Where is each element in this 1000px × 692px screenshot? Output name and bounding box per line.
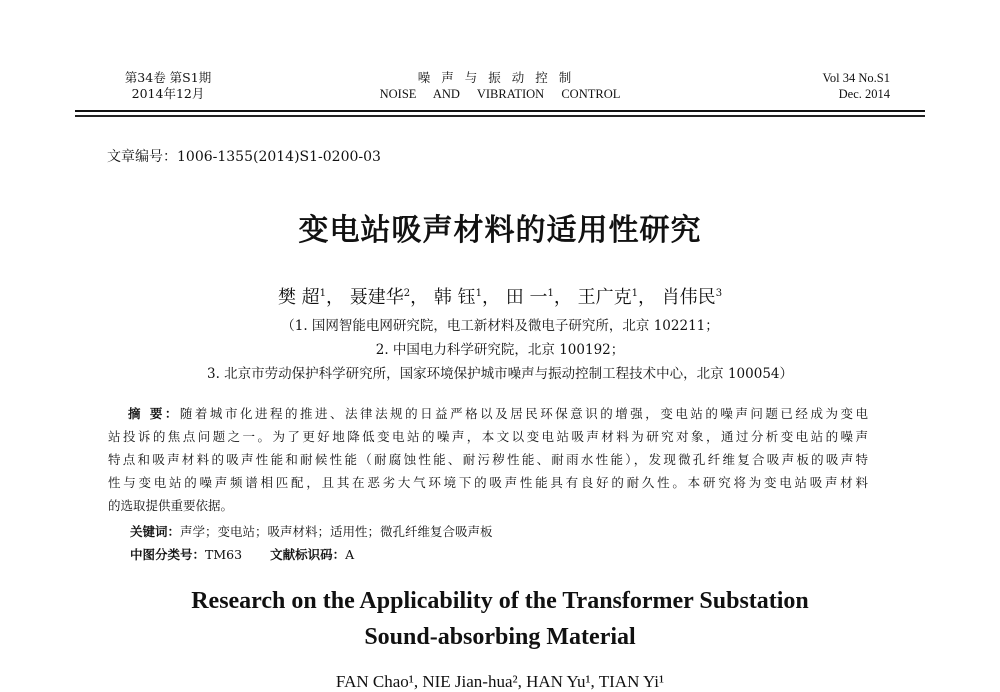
author: 田 一: [505, 287, 548, 308]
journal-issue-en: [740, 70, 890, 102]
author: 肖伟民: [661, 287, 716, 308]
abstract-line: 站投诉的焦点问题之一。为了更好地降低变电站的噪声，本文以变电站吸声材料为研究对象，通过分析变电站的噪声: [108, 429, 868, 444]
keywords-value: 声学；变电站；吸声材料；适用性；微孔纤维复合吸声板: [180, 524, 493, 539]
english-title-line-1: Research on the Applicability of the Transformer Substation: [191, 588, 809, 614]
author-affiliation-number: 1: [547, 288, 554, 299]
header-rule: [75, 110, 925, 112]
author: 王广克: [577, 287, 632, 308]
author: 聂建华: [349, 287, 404, 308]
abstract-line: [108, 404, 868, 422]
journal-name-cn: 噪声与振动控制: [417, 70, 583, 85]
classification: [130, 545, 354, 563]
clc-label: 中图分类号：: [130, 547, 206, 562]
issue-date: 2014年12月: [131, 86, 205, 101]
clc-value: TM63: [205, 547, 243, 562]
article-number: 文章编号：1006-1355(2014)S1-0200-03: [107, 149, 381, 165]
abstract-label: 摘 要：: [128, 406, 180, 421]
keywords: [130, 522, 493, 540]
journal-name-en: NOISE AND VIBRATION CONTROL: [379, 87, 621, 101]
author: 樊 超: [277, 287, 320, 308]
issue-date-en: Dec. 2014: [838, 87, 890, 101]
volume-issue-en: Vol 34 No.S1: [822, 71, 890, 85]
header-rule-2: [75, 115, 925, 117]
author-list: 樊 超$^1$， 聂建华$^2$， 韩 钰$^1$， 田 一$^1$， 王广克$^1$， 肖伟民$^3$: [277, 287, 723, 308]
english-authors: FAN Chao¹, NIE Jian-hua², HAN Yu¹, TIAN Yi¹: [335, 672, 665, 691]
abstract-line: 的选取提供重要依据。: [108, 498, 234, 513]
volume-issue: 第34卷 第S1期: [124, 70, 212, 85]
journal-issue: [88, 70, 248, 102]
author-affiliation-number: 3: [715, 288, 723, 299]
author-affiliation-number: 1: [475, 288, 482, 299]
paper-title: 变电站吸声材料的适用性研究: [298, 213, 702, 248]
journal-name: [300, 70, 700, 102]
abstract-text: 随着城市化进程的推进、法律法规的日益严格以及居民环保意识的增强，变电站的噪声问题已经成为变电: [179, 406, 868, 421]
english-title-line-2: Sound-absorbing Material: [364, 624, 636, 650]
doc-code-value: A: [345, 547, 355, 562]
author: 韩 钰: [433, 287, 476, 308]
author-affiliation-number: 2: [403, 288, 411, 299]
abstract-line: 特点和吸声材料的吸声性能和耐候性能（耐腐蚀性能、耐污秽性能、耐雨水性能），发现微孔纤维复合吸声板的吸声特: [108, 452, 868, 467]
keywords-label: 关键词：: [130, 524, 181, 539]
author-affiliation-number: 1: [319, 288, 327, 299]
affiliation-3: 3. 北京市劳动保护科学研究所，国家环境保护城市噪声与振动控制工程技术中心，北京 100054）: [207, 366, 793, 382]
affiliation-1: （1. 国网智能电网研究院，电工新材料及微电子研究所，北京 102211；: [281, 318, 719, 334]
author-affiliation-number: 1: [631, 288, 638, 299]
affiliation-2: 2. 中国电力科学研究院，北京 100192；: [375, 342, 625, 358]
abstract-line: 性与变电站的噪声频谱相匹配，且其在恶劣大气环境下的吸声性能具有良好的耐久性。本研究将为变电站吸声材料: [108, 475, 868, 490]
doc-code-label: 文献标识码：: [270, 547, 346, 562]
